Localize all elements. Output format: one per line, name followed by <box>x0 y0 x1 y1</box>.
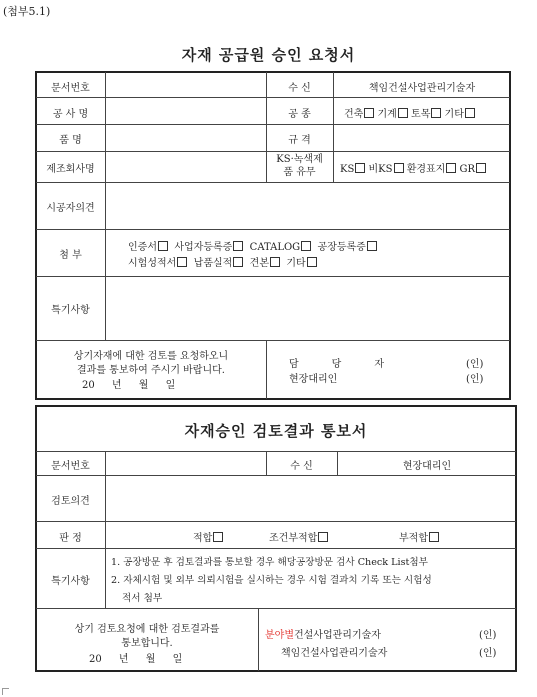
checkbox[interactable] <box>177 257 187 267</box>
request-footer-line-2: 결과를 통보하여 주시기 바랍니다. <box>77 365 225 376</box>
attachments-row-1 <box>128 238 377 253</box>
result-doc-number-label: 문서번호 <box>51 461 90 472</box>
ks-options <box>340 160 486 175</box>
checkbox[interactable] <box>233 241 243 251</box>
request-title: 자재 공급원 승인 요청서 <box>181 46 356 64</box>
item-label: 품 명 <box>59 135 82 146</box>
work-type-label: 공 종 <box>288 109 311 120</box>
judgement-option-conditional <box>269 529 328 544</box>
work-type-options <box>344 105 475 120</box>
work-type-option-label: 기타 <box>444 109 464 120</box>
checkbox[interactable] <box>364 108 374 118</box>
judgement-option-suitable <box>193 529 223 544</box>
checkbox[interactable] <box>318 532 328 542</box>
checkbox[interactable] <box>307 257 317 267</box>
seal-mark: (인) <box>479 648 497 659</box>
maker-label: 제조회사명 <box>46 164 95 175</box>
attachment-label: (첨부5.1) <box>3 5 51 18</box>
work-name-label: 공 사 명 <box>52 109 89 120</box>
recipient-label: 수 신 <box>288 83 311 94</box>
request-footer-line-1: 상기자재에 대한 검토를 요청하오니 <box>73 351 229 362</box>
checkbox[interactable] <box>213 532 223 542</box>
attachment-option-label: 인증서 <box>128 242 157 253</box>
checkbox[interactable] <box>233 257 243 267</box>
result-footer-line-1: 상기 검토요청에 대한 검토결과를 <box>74 624 220 635</box>
result-recipient-label: 수 신 <box>290 461 313 472</box>
work-type-option-label: 토목 <box>411 109 431 120</box>
judgement-label: 판 정 <box>59 533 82 544</box>
checkbox[interactable] <box>429 532 439 542</box>
sign-label-manager: 담 당 자 <box>289 359 384 370</box>
attachment-option-label: 시험성적서 <box>128 258 177 269</box>
checkbox[interactable] <box>431 108 441 118</box>
result-footer-line-2: 통보합니다. <box>121 638 173 649</box>
ks-option-label: 환경표지 <box>406 164 446 175</box>
ks-option-label: GR <box>459 164 476 175</box>
work-type-option-label: 건축 <box>344 109 364 120</box>
attachment-option-label: 납품실적 <box>193 258 233 269</box>
checkbox[interactable] <box>398 108 408 118</box>
doc-number-label: 문서번호 <box>51 83 90 94</box>
checkbox[interactable] <box>394 163 404 173</box>
result-note-1: 1. 공장방문 후 검토결과를 통보할 경우 해당공장방문 검사 Check List첨부 <box>111 557 428 568</box>
responsible-cm-engineer-label: 책임건설사업관리기술자 <box>281 648 388 659</box>
judgement-option-label: 부적합 <box>399 533 428 544</box>
checkbox[interactable] <box>446 163 456 173</box>
ks-label-line2: 품 유무 <box>283 167 316 178</box>
field-cm-engineer-label <box>265 626 381 641</box>
checkbox[interactable] <box>476 163 486 173</box>
attachment-option-label: 견본 <box>249 258 269 269</box>
work-type-option-label: 기계 <box>377 109 397 120</box>
review-opinion-label: 검토의견 <box>51 496 90 507</box>
checkbox[interactable] <box>355 163 365 173</box>
ks-option-label: KS <box>340 164 355 175</box>
result-recipient-value: 현장대리인 <box>402 461 452 472</box>
checkbox[interactable] <box>270 257 280 267</box>
attachment-option-label: CATALOG <box>249 242 301 253</box>
ks-label <box>266 153 333 179</box>
result-notes-label: 특기사항 <box>51 576 90 587</box>
contractor-opinion-label: 시공자의견 <box>46 203 95 214</box>
judgement-option-label: 조건부적합 <box>269 533 318 544</box>
sign-label-site-agent: 현장대리인 <box>289 374 338 385</box>
cm-engineer-label: 건설사업관리기술자 <box>293 630 381 641</box>
judgement-option-label: 적합 <box>193 533 213 544</box>
field-specific-marker: 분야별 <box>265 630 294 641</box>
checkbox[interactable] <box>465 108 475 118</box>
attachments-label: 첨 부 <box>59 250 82 261</box>
seal-mark: (인) <box>466 359 484 370</box>
checkbox[interactable] <box>367 241 377 251</box>
judgement-option-unsuitable <box>399 529 439 544</box>
notes-label: 특기사항 <box>51 305 90 316</box>
page-corner-mark <box>2 688 9 695</box>
result-footer-date: 20 년 월 일 <box>89 654 183 665</box>
attachment-option-label: 기타 <box>286 258 306 269</box>
attachment-option-label: 공장등록증 <box>317 242 366 253</box>
seal-mark: (인) <box>466 374 484 385</box>
result-note-2-continued: 적서 첨부 <box>122 593 163 604</box>
recipient-value: 책임건설사업관리기술자 <box>368 83 476 94</box>
ks-label-line1: KS·녹색제 <box>276 154 323 165</box>
attachment-option-label: 사업자등록증 <box>174 242 233 253</box>
spec-label: 규 격 <box>288 135 311 146</box>
result-note-2: 2. 자체시험 및 외부 의뢰시험을 실시하는 경우 시험 결과치 기록 또는 시험성 <box>111 575 432 586</box>
ks-option-label: 비KS <box>368 164 393 175</box>
request-footer-date: 20 년 월 일 <box>82 380 176 391</box>
checkbox[interactable] <box>158 241 168 251</box>
result-title: 자재승인 검토결과 통보서 <box>184 422 368 440</box>
seal-mark: (인) <box>479 630 497 641</box>
attachments-row-2 <box>128 254 317 269</box>
checkbox[interactable] <box>301 241 311 251</box>
